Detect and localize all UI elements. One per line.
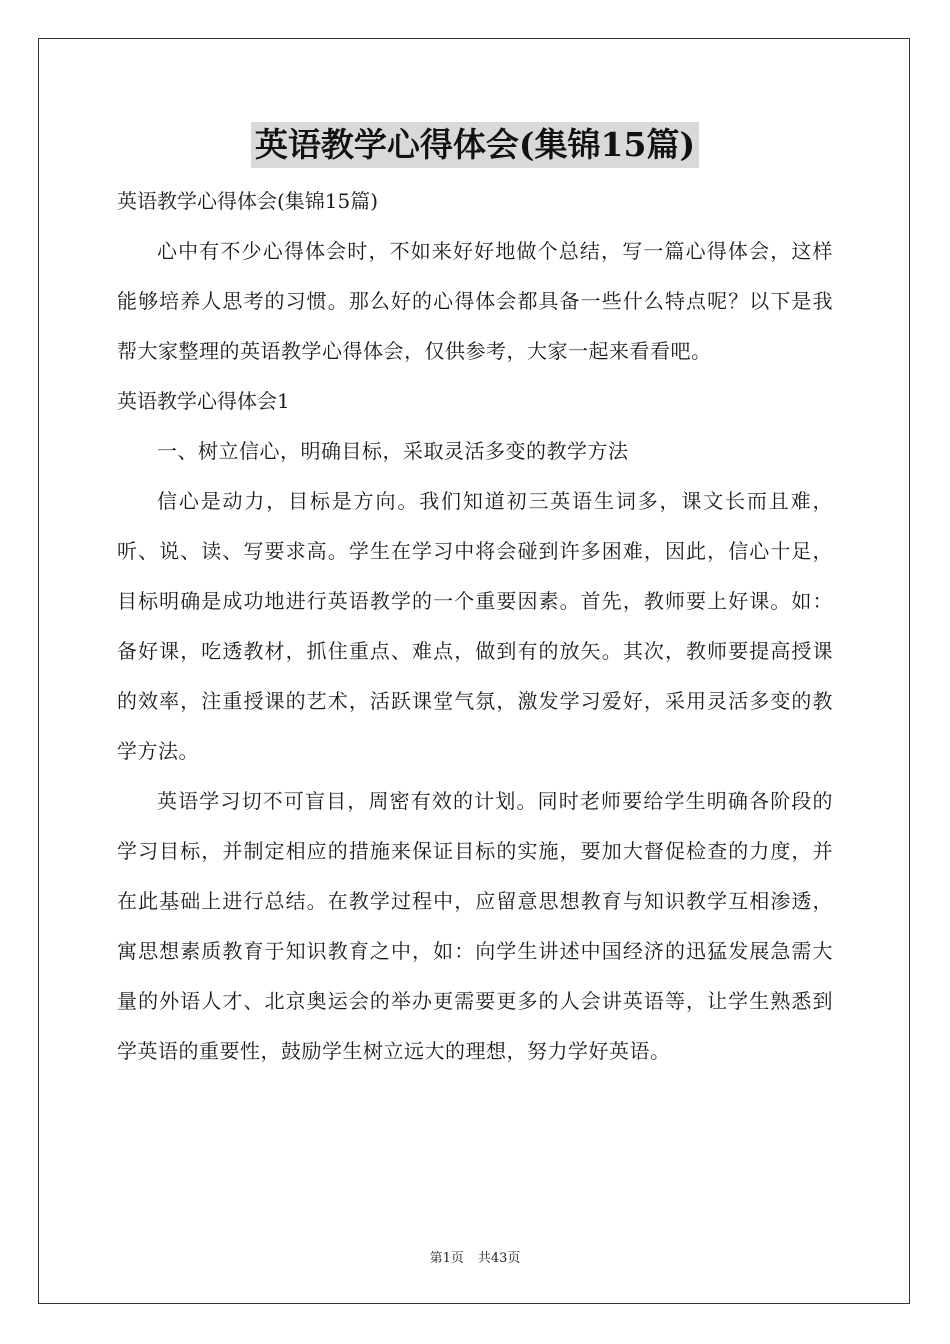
point-heading: 一、树立信心，明确目标，采取灵活多变的教学方法 [157,439,629,463]
title-container [0,122,950,168]
body-paragraph-2: 英语学习切不可盲目，周密有效的计划。同时老师要给学生明确各阶段的学习目标，并制定相应的措施来保证目标的实施，要加大督促检查的力度，并在此基础上进行总结。在教学过程中，应留意思想教育与知识教学互相渗透，寓思想素质教育于知识教育之中，如：向学生讲述中国经济的迅猛发展急需大量的外语人才、北京奥运会的举办更需要更多的人会讲英语等，让学生熟悉到学英语的重要性，鼓励学生树立远大的理想，努力学好英语。 [117,789,833,1063]
page-footer [0,1247,950,1266]
current-page-label: 第1页 [429,1251,464,1266]
document-body [117,176,833,1076]
total-pages-label: 共43页 [477,1251,521,1266]
section-heading: 英语教学心得体会1 [117,389,290,413]
document-subtitle: 英语教学心得体会(集锦15篇) [117,189,379,213]
intro-paragraph: 心中有不少心得体会时，不如来好好地做个总结，写一篇心得体会，这样能够培养人思考的习惯。那么好的心得体会都具备一些什么特点呢？以下是我帮大家整理的英语教学心得体会，仅供参考，大家一起来看看吧。 [117,239,833,363]
document-title: 英语教学心得体会(集锦15篇) [251,122,699,168]
body-paragraph-1: 信心是动力，目标是方向。我们知道初三英语生词多，课文长而且难，听、说、读、写要求高。学生在学习中将会碰到许多困难，因此，信心十足，目标明确是成功地进行英语教学的一个重要因素。首先，教师要上好课。如：备好课，吃透教材，抓住重点、难点，做到有的放矢。其次，教师要提高授课的效率，注重授课的艺术，活跃课堂气氛，激发学习爱好，采用灵活多变的教学方法。 [117,489,833,763]
